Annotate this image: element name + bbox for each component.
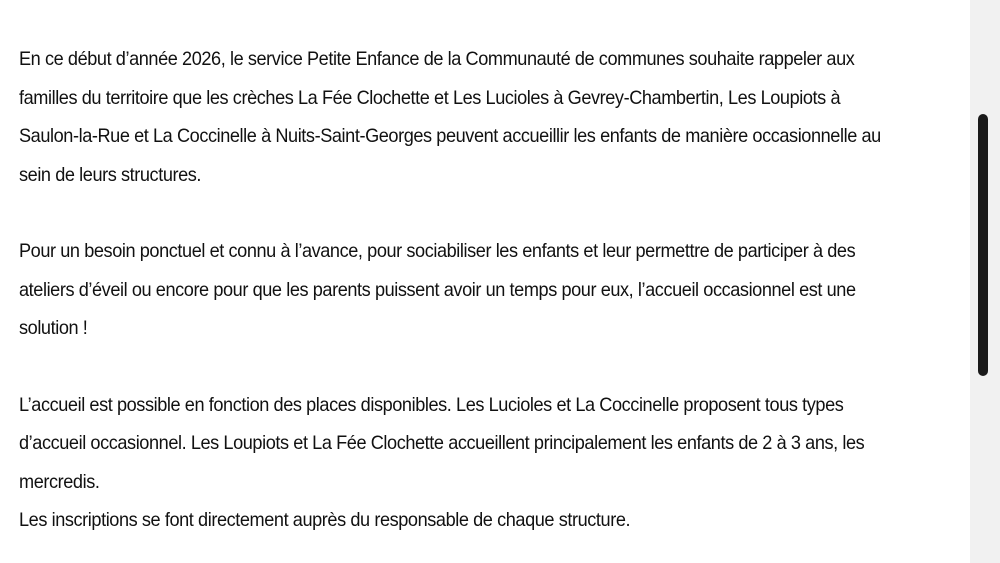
paragraph-intro: En ce début d’année 2026, le service Petite Enfance de la Communauté de communes souhaite rappeler aux familles du territoire que les crèches La Fée Clochette et Les Lucioles à Gevrey-Chambertin, Les Loupiots à Saulon-la-Rue et La Coccinelle à Nuits-Saint-Georges peuvent accueillir les enfants de manière occasionnelle au sein de leurs structures. (19, 48, 881, 186)
vertical-scrollbar[interactable] (970, 0, 1000, 563)
paragraph-benefits: Pour un besoin ponctuel et connu à l’avance, pour sociabiliser les enfants et leur permettre de participer à des ateliers d’éveil ou encore pour que les parents puissent avoir un temps pour eux, l’accueil occasionnel est une solution ! (19, 240, 856, 339)
paragraph-registration: Les inscriptions se font directement auprès du responsable de chaque structure. (19, 509, 631, 531)
scrollbar-thumb[interactable] (978, 114, 988, 376)
paragraph-availability: L’accueil est possible en fonction des places disponibles. Les Lucioles et La Coccinelle proposent tous types d’accueil occasionnel. Les Loupiots et La Fée Clochette accueillent principalement les enfants de 2 à 3 ans, les mercredis. (19, 393, 865, 493)
article-body (19, 40, 903, 540)
